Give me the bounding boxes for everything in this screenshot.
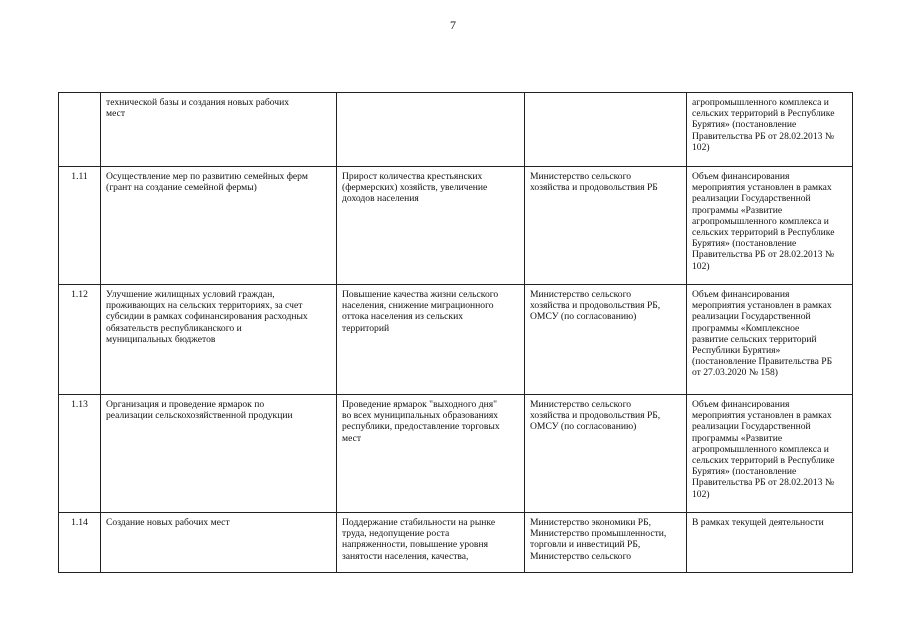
item-number-cell (59, 285, 101, 395)
result-cell (337, 395, 525, 513)
executor-text: Министерство сельского хозяйства и продовольствия РБ, ОМСУ (по согласованию) (530, 289, 661, 323)
funding-text: В рамках текущей деятельности (692, 517, 824, 528)
item-number: 1.12 (71, 289, 88, 300)
result-cell (337, 167, 525, 285)
funding-text: Объем финансирования мероприятия установлен в рамках реализации Государственной программы «Развитие агропромышленного комплекса и сельских территорий в Республике Бурятия» (постановление Правительства РБ от 28.02.2013 № 102) (692, 171, 835, 272)
item-number: 1.13 (71, 399, 88, 410)
item-number-cell (59, 395, 101, 513)
activity-text: Улучшение жилищных условий граждан, проживающих на сельских территориях, за счет субсидии в рамках софинансирования расходных обязательств республиканского и муниципальных бюджетов (106, 289, 308, 345)
result-text: Проведение ярмарок "выходного дня" во всех муниципальных образованиях республики, предоставление торговых мест (342, 399, 500, 444)
funding-text: Объем финансирования мероприятия установлен в рамках реализации Государственной программы «Комплексное развитие сельских территорий Республики Бурятия» (постановление Правительства РБ от 27.03.2020 № 158) (692, 289, 833, 379)
funding-cell (687, 285, 853, 395)
activity-cell (101, 285, 337, 395)
executor-text: Министерство сельского хозяйства и продовольствия РБ, ОМСУ (по согласованию) (530, 399, 661, 433)
result-text: Повышение качества жизни сельского населения, снижение миграционного оттока населения из сельских территорий (342, 289, 499, 334)
result-cell (337, 285, 525, 395)
activity-text: Создание новых рабочих мест (106, 517, 230, 528)
funding-cell (687, 93, 853, 167)
table-row (59, 93, 853, 167)
page-number: 7 (450, 18, 456, 32)
activity-cell (101, 93, 337, 167)
activity-text: Осуществление мер по развитию семейных ферм (грант на создание семейной фермы) (106, 171, 308, 194)
activity-cell (101, 167, 337, 285)
funding-text: Объем финансирования мероприятия установлен в рамках реализации Государственной программы «Развитие агропромышленного комплекса и сельских территорий в Республике Бурятия» (постановление Правительства РБ от 28.02.2013 № 102) (692, 399, 835, 500)
result-text: Прирост количества крестьянских (фермерских) хозяйств, увеличение доходов населения (342, 171, 488, 205)
executor-cell (525, 93, 687, 167)
table-row (59, 167, 853, 285)
item-number: 1.11 (71, 171, 88, 182)
result-cell (337, 513, 525, 573)
measures-table (58, 92, 853, 573)
result-cell (337, 93, 525, 167)
executor-cell (525, 167, 687, 285)
executor-text: Министерство экономики РБ, Министерство промышленности, торговли и инвестиций РБ, Министерство сельского (530, 517, 667, 562)
funding-cell (687, 513, 853, 573)
item-number-cell (59, 513, 101, 573)
item-number: 1.14 (71, 517, 88, 528)
item-number-cell (59, 167, 101, 285)
activity-text: Организация и проведение ярмарок по реализации сельскохозяйственной продукции (106, 399, 293, 422)
activity-cell (101, 513, 337, 573)
table-row (59, 395, 853, 513)
executor-cell (525, 395, 687, 513)
table-row (59, 513, 853, 573)
table-row (59, 285, 853, 395)
funding-text: агропромышленного комплекса и сельских территорий в Республике Бурятия» (постановление Правительства РБ от 28.02.2013 № 102) (692, 97, 835, 153)
activity-text: технической базы и создания новых рабочих мест (106, 97, 290, 120)
activity-cell (101, 395, 337, 513)
item-number-cell (59, 93, 101, 167)
result-text: Поддержание стабильности на рынке труда, недопущение роста напряженности, повышение уровня занятости населения, качества, (342, 517, 496, 562)
executor-cell (525, 285, 687, 395)
executor-cell (525, 513, 687, 573)
funding-cell (687, 167, 853, 285)
funding-cell (687, 395, 853, 513)
executor-text: Министерство сельского хозяйства и продовольствия РБ (530, 171, 658, 194)
